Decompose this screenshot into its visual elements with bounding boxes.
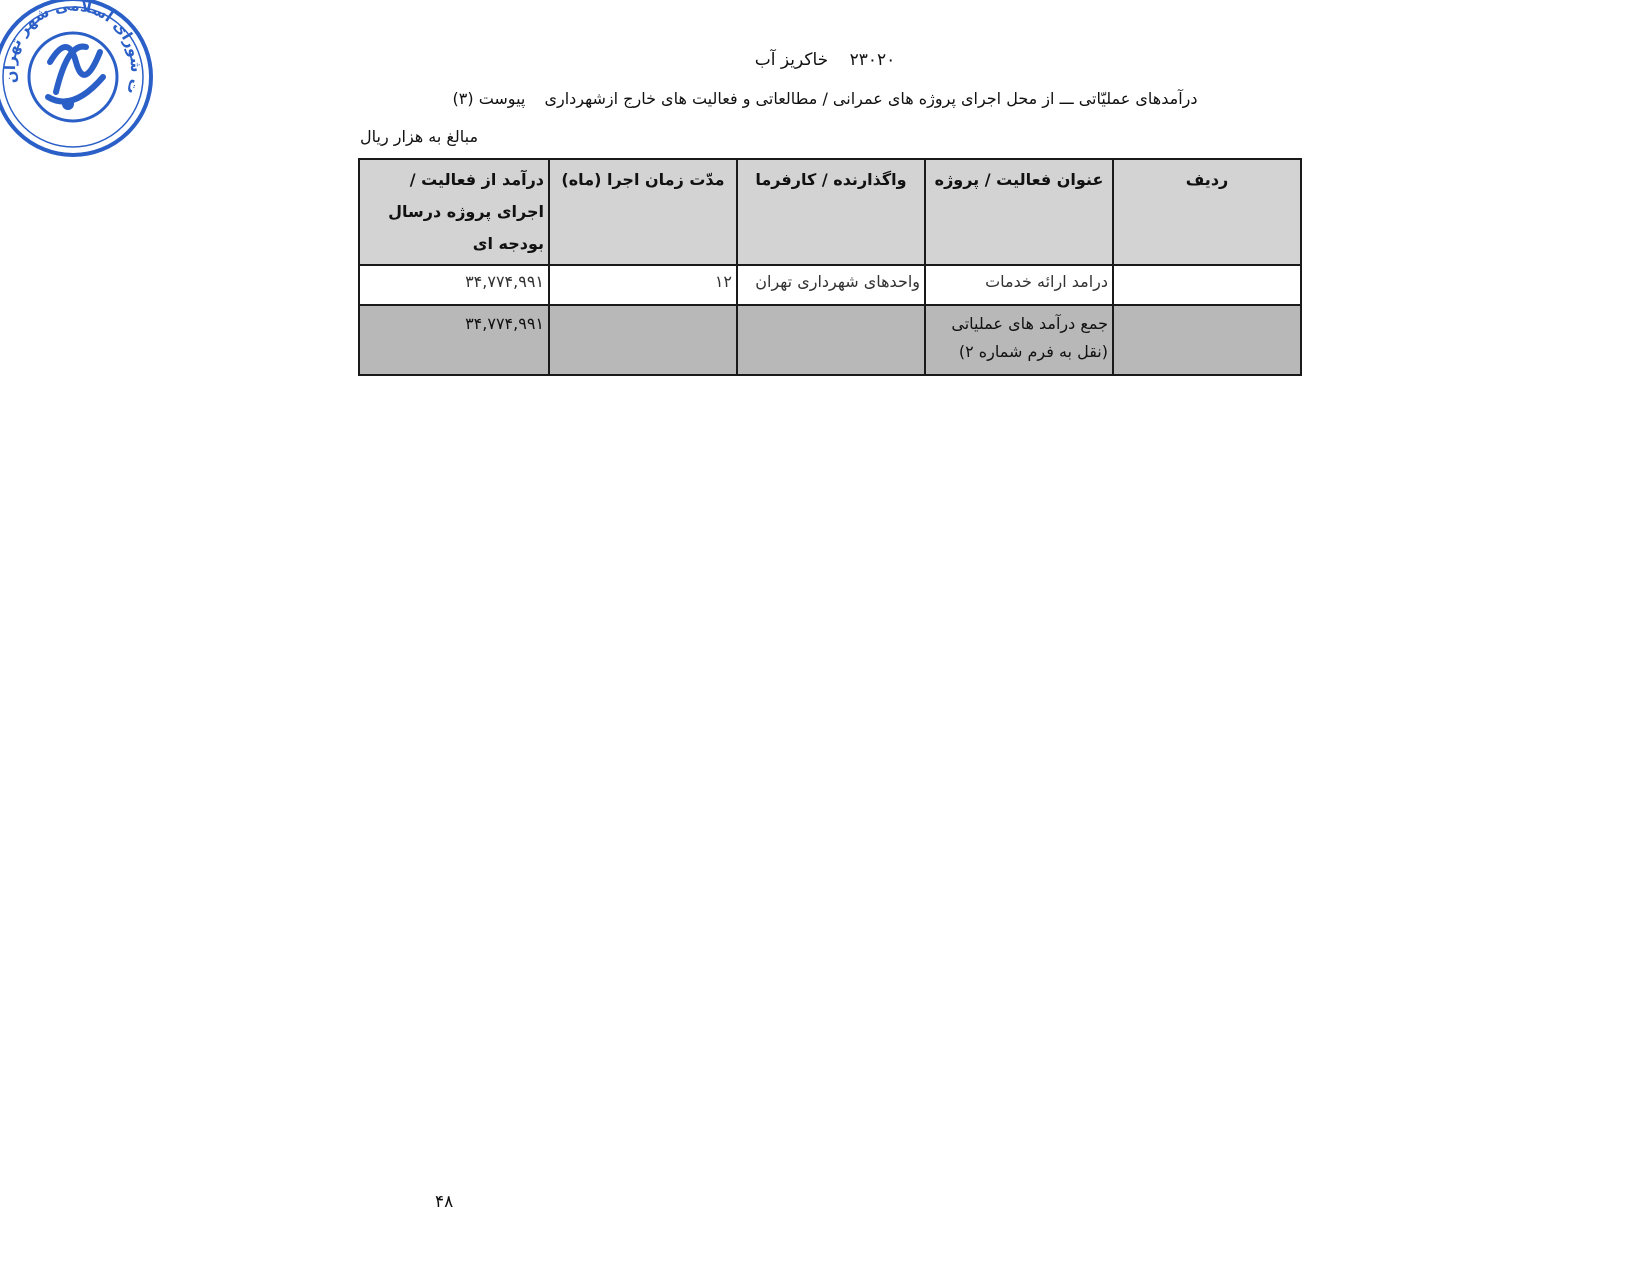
col-header-title: عنوان فعالیت / پروژه — [925, 159, 1113, 265]
org-code-line — [0, 50, 1650, 70]
col-header-row-no: ردیف — [1113, 159, 1301, 265]
appendix-label: پیوست (۳) — [452, 89, 526, 108]
total-income: ۳۴,۷۷۴,۹۹۱ — [359, 305, 549, 375]
table-row — [359, 265, 1301, 305]
page-title — [0, 89, 1650, 108]
cell-client: واحدهای شهرداری تهران — [737, 265, 925, 305]
cell-row-no — [1113, 265, 1301, 305]
total-cell-client — [737, 305, 925, 375]
cell-duration: ۱۲ — [549, 265, 737, 305]
col-header-duration: مدّت زمان اجرا (ماه) — [549, 159, 737, 265]
unit-note: مبالغ به هزار ریال — [360, 127, 479, 146]
col-header-client: واگذارنده / کارفرما — [737, 159, 925, 265]
col-header-income: درآمد از فعالیت / اجرای پروژه درسال بودجه ای — [359, 159, 549, 265]
org-name: خاکریز آب — [754, 50, 829, 70]
total-label-line1: جمع درآمد های عملیاتی — [951, 314, 1108, 333]
cell-income: ۳۴,۷۷۴,۹۹۱ — [359, 265, 549, 305]
council-seal-stamp — [0, 0, 158, 162]
org-code: ۲۳۰۲۰ — [849, 50, 896, 70]
income-table — [358, 158, 1302, 376]
total-cell-row-no — [1113, 305, 1301, 375]
table-header-row — [359, 159, 1301, 265]
total-label-cell — [925, 305, 1113, 375]
title-text: درآمدهای عملیّاتی ـــ از محل اجرای پروژه های عمرانی / مطالعاتی و فعالیت های خارج ازشهرداری — [544, 89, 1198, 108]
svg-text:مصوبات شورای اسلامی شهر تهران: ت شورای اسلامی شهر تهران — [0, 0, 146, 97]
cell-title: درامد ارائه خدمات — [925, 265, 1113, 305]
total-cell-duration — [549, 305, 737, 375]
total-label-line2: (نقل به فرم شماره ۲) — [958, 342, 1108, 361]
page-number: ۴۸ — [435, 1192, 454, 1212]
total-row — [359, 305, 1301, 375]
